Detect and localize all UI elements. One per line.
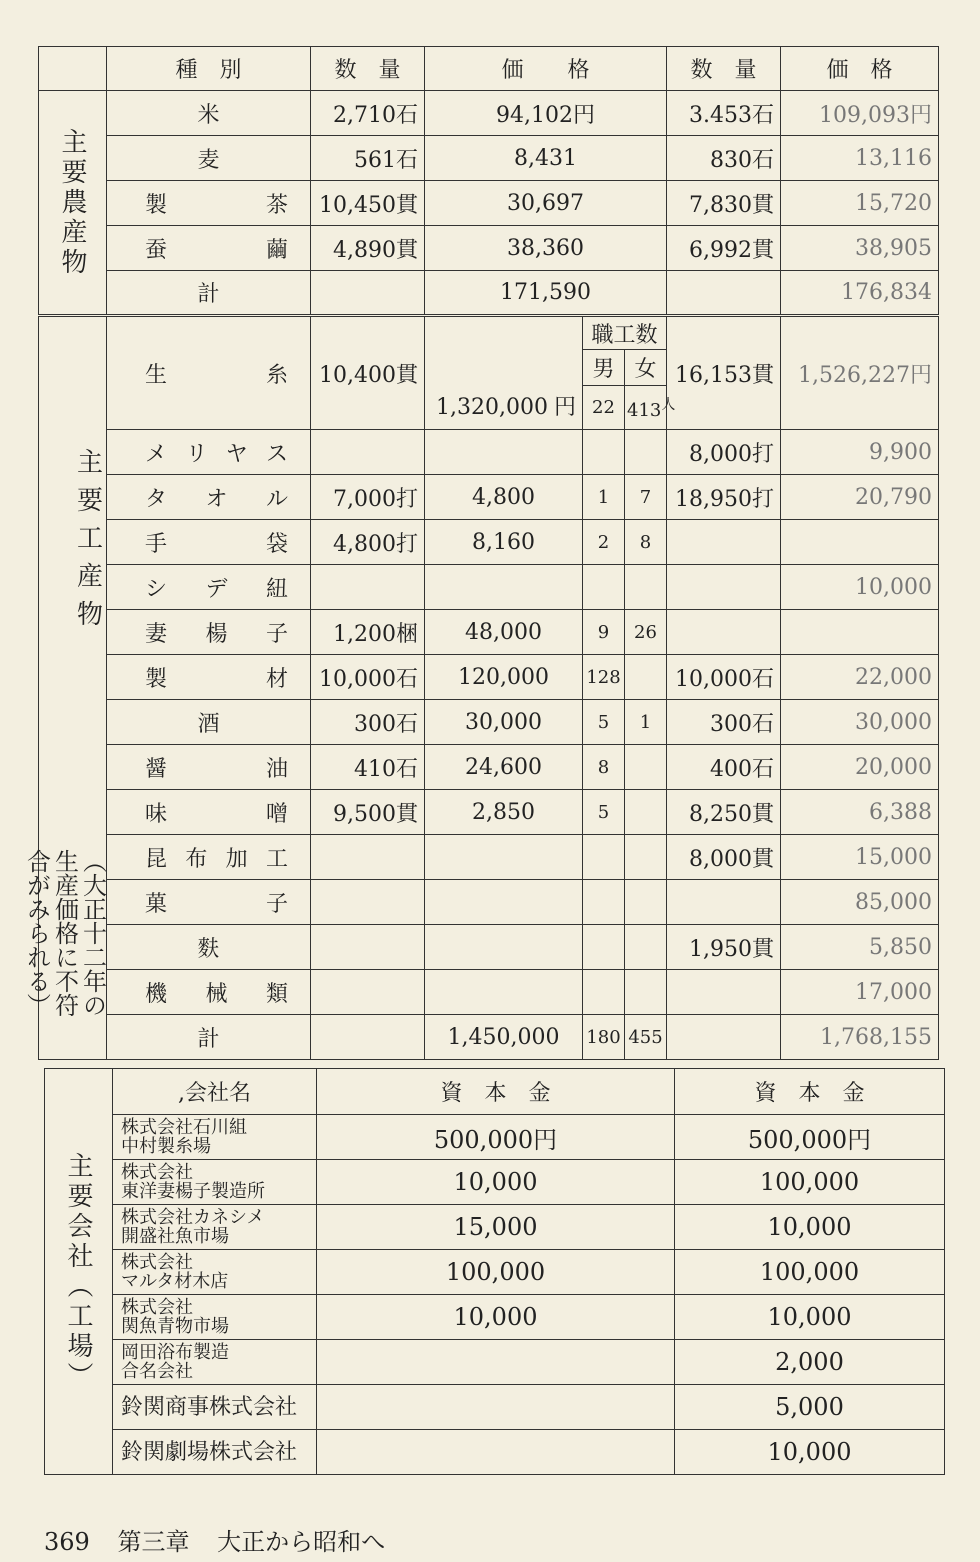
ind-item-name: タオル (107, 475, 311, 520)
agri-row (39, 271, 939, 316)
company-name-line1: 株式会社カネシメ (121, 1207, 265, 1228)
company-row (45, 1160, 945, 1205)
ind-price2: 30,000 (781, 700, 939, 745)
ind-item-name: シデ紐 (107, 565, 311, 610)
page-footer (44, 1522, 405, 1557)
corner-cell (39, 47, 107, 91)
company-name-line2: 東洋妻楊子製造所 (121, 1181, 265, 1202)
ind-qty2 (667, 520, 781, 565)
company-name (113, 1115, 317, 1160)
companies-table (44, 1068, 945, 1475)
agri-row (39, 136, 939, 181)
agri-qty: 561石 (311, 136, 425, 181)
ind-qty: 1,200梱 (311, 610, 425, 655)
ind-qty2: 18,950打 (667, 475, 781, 520)
ind-price2: 20,000 (781, 745, 939, 790)
ind-male: 22 (583, 386, 625, 430)
company-capital2: 500,000円 (675, 1115, 945, 1160)
ind-qty2: 400石 (667, 745, 781, 790)
ind-row (39, 565, 939, 610)
agri-price2: 15,720 (781, 181, 939, 226)
production-table (22, 46, 939, 1060)
agri-qty (311, 271, 425, 316)
header-row (39, 47, 939, 91)
ind-qty (311, 565, 425, 610)
ind-qty2 (667, 610, 781, 655)
ind-female (625, 835, 667, 880)
agri-row (39, 226, 939, 271)
agri-row (39, 91, 939, 136)
ind-price2 (781, 610, 939, 655)
header-capital: 資 本 金 (317, 1069, 675, 1115)
company-name (113, 1340, 317, 1385)
agri-qty: 4,890貫 (311, 226, 425, 271)
ind-row (39, 790, 939, 835)
ind-qty: 9,500貫 (311, 790, 425, 835)
ind-female: 26 (625, 610, 667, 655)
ind-qty (311, 880, 425, 925)
company-capital2: 2,000 (675, 1340, 945, 1385)
ind-qty: 10,400貫 (311, 316, 425, 430)
ind-item-name: 妻楊子 (107, 610, 311, 655)
page-number: 369 (44, 1528, 90, 1556)
header-capital2: 資 本 金 (675, 1069, 945, 1115)
agri-price2: 38,905 (781, 226, 939, 271)
ind-item-name: 菓子 (107, 880, 311, 925)
company-name-line1: 鈴関劇場株式会社 (121, 1439, 298, 1465)
ind-qty2: 10,000石 (667, 655, 781, 700)
ind-price2 (781, 520, 939, 565)
agri-price: 171,590 (425, 271, 667, 316)
ind-male: 1 (583, 475, 625, 520)
company-name-line1: 株式会社石川組 (121, 1117, 247, 1138)
ind-row (39, 745, 939, 790)
agri-qty2: 3.453石 (667, 91, 781, 136)
company-name-line1: 株式会社 (121, 1162, 193, 1183)
ind-male (583, 925, 625, 970)
company-capital2: 10,000 (675, 1205, 945, 1250)
ind-female (625, 925, 667, 970)
ind-price (425, 925, 583, 970)
company-capital: 10,000 (317, 1295, 675, 1340)
company-name (113, 1385, 317, 1430)
industry-note: （大正十二年の生産価格に不符合がみられる） (22, 849, 107, 1018)
header-company: ,会社名 (113, 1069, 317, 1115)
ind-price (425, 880, 583, 925)
ind-female (625, 880, 667, 925)
ind-male (583, 835, 625, 880)
ind-row (39, 520, 939, 565)
ind-male: 9 (583, 610, 625, 655)
company-capital: 100,000 (317, 1250, 675, 1295)
industry-title: 主要工産物 (72, 448, 103, 638)
ind-price: 120,000 (425, 655, 583, 700)
ind-qty: 410石 (311, 745, 425, 790)
company-capital (317, 1430, 675, 1475)
company-name-line1: 株式会社 (121, 1297, 193, 1318)
ind-price: 1,450,000 (425, 1015, 583, 1060)
ind-qty2 (667, 565, 781, 610)
ind-female: 7 (625, 475, 667, 520)
ind-qty (311, 835, 425, 880)
agri-price2: 13,116 (781, 136, 939, 181)
ind-row (39, 1015, 939, 1060)
ind-item-name: 味噌 (107, 790, 311, 835)
section-label-agri: 主要農産物 (39, 91, 107, 316)
ind-price: 2,850 (425, 790, 583, 835)
company-capital2: 100,000 (675, 1160, 945, 1205)
ind-row (39, 655, 939, 700)
company-capital: 500,000円 (317, 1115, 675, 1160)
ind-item-name: 醤油 (107, 745, 311, 790)
ind-row (39, 835, 939, 880)
ind-female (625, 565, 667, 610)
ind-price (425, 970, 583, 1015)
ind-price: 30,000 (425, 700, 583, 745)
company-row (45, 1430, 945, 1475)
agri-item-name: 製茶 (107, 181, 311, 226)
agri-price: 38,360 (425, 226, 667, 271)
header-price2: 価 格 (781, 47, 939, 91)
company-name (113, 1250, 317, 1295)
ind-price2: 22,000 (781, 655, 939, 700)
silk-row (39, 316, 939, 350)
company-capital2: 100,000 (675, 1250, 945, 1295)
ind-qty2: 1,950貫 (667, 925, 781, 970)
company-capital2: 10,000 (675, 1430, 945, 1475)
ind-price (425, 430, 583, 475)
company-row (45, 1385, 945, 1430)
agri-qty2 (667, 271, 781, 316)
ind-qty: 4,800打 (311, 520, 425, 565)
agri-qty2: 7,830貫 (667, 181, 781, 226)
silk-price-value: 1,320,000 (436, 395, 548, 420)
agri-qty: 10,450貫 (311, 181, 425, 226)
ind-male: 180 (583, 1015, 625, 1060)
header-qty2: 数 量 (667, 47, 781, 91)
ind-qty (311, 970, 425, 1015)
ind-row (39, 925, 939, 970)
company-row (45, 1250, 945, 1295)
ind-qty2: 8,000貫 (667, 835, 781, 880)
male-header: 男 (583, 350, 625, 386)
header-qty: 数 量 (311, 47, 425, 91)
agri-item-name: 米 (107, 91, 311, 136)
ind-female (625, 430, 667, 475)
ind-price2: 5,850 (781, 925, 939, 970)
person-unit: 人 (661, 397, 676, 413)
ind-qty2 (667, 970, 781, 1015)
company-row (45, 1295, 945, 1340)
company-name (113, 1160, 317, 1205)
chapter-label: 第三章 (117, 1528, 190, 1556)
section-label-companies: 主要会社（工場） (45, 1069, 113, 1475)
ind-female: $413^人$ (625, 386, 667, 430)
ind-price2: 20,790 (781, 475, 939, 520)
agri-item-name: 麦 (107, 136, 311, 181)
company-name-line2: 開盛社魚市場 (121, 1226, 229, 1247)
ind-price2: 1,526,227円 (781, 316, 939, 430)
company-name (113, 1295, 317, 1340)
ind-male (583, 880, 625, 925)
ind-qty2: 8,000打 (667, 430, 781, 475)
ind-price2: 6,388 (781, 790, 939, 835)
agri-qty: 2,710石 (311, 91, 425, 136)
ind-female (625, 745, 667, 790)
ind-price: 8,160 (425, 520, 583, 565)
header-price: 価 格 (425, 47, 667, 91)
ind-qty (311, 430, 425, 475)
ind-item-name: 手袋 (107, 520, 311, 565)
yen-unit: 円 (553, 395, 576, 420)
ind-row (39, 475, 939, 520)
agri-price: 8,431 (425, 136, 667, 181)
ind-price: 48,000 (425, 610, 583, 655)
ind-male: 128 (583, 655, 625, 700)
company-name-line2: マルタ材木店 (121, 1271, 229, 1292)
ind-qty: 10,000石 (311, 655, 425, 700)
ind-row (39, 430, 939, 475)
agri-item-name: 計 (107, 271, 311, 316)
chapter-title: 大正から昭和へ (217, 1528, 386, 1556)
company-name-line1: 岡田浴布製造 (121, 1342, 229, 1363)
ind-qty: 7,000打 (311, 475, 425, 520)
ind-item-name: 生 糸 (107, 316, 311, 430)
ind-male (583, 565, 625, 610)
ind-female: 8 (625, 520, 667, 565)
ind-female (625, 970, 667, 1015)
ind-row (39, 970, 939, 1015)
workers-header: 職工数 (583, 316, 667, 350)
ind-female (625, 655, 667, 700)
ind-item-name: 機械類 (107, 970, 311, 1015)
company-name-line2: 関魚青物市場 (121, 1316, 229, 1337)
ind-qty: 300石 (311, 700, 425, 745)
agri-price2: 176,834 (781, 271, 939, 316)
ind-male (583, 430, 625, 475)
ind-row (39, 700, 939, 745)
ind-price (425, 565, 583, 610)
ind-female: 455 (625, 1015, 667, 1060)
ind-item-name: 計 (107, 1015, 311, 1060)
ind-item-name: 製材 (107, 655, 311, 700)
ind-qty2: 300石 (667, 700, 781, 745)
ind-item-name: 昆布加工 (107, 835, 311, 880)
ind-item-name: メリヤス (107, 430, 311, 475)
company-name-line2: 中村製糸場 (121, 1136, 211, 1157)
ind-price2: 85,000 (781, 880, 939, 925)
ind-price2: 1,768,155 (781, 1015, 939, 1060)
company-name (113, 1205, 317, 1250)
agri-row (39, 181, 939, 226)
ind-row (39, 610, 939, 655)
company-capital: 15,000 (317, 1205, 675, 1250)
female-header: 女 (625, 350, 667, 386)
agri-price2: 109,093円 (781, 91, 939, 136)
company-row (45, 1115, 945, 1160)
company-capital2: 5,000 (675, 1385, 945, 1430)
ind-price (425, 835, 583, 880)
ind-qty2: 8,250貫 (667, 790, 781, 835)
ind-female (625, 790, 667, 835)
ind-qty2 (667, 1015, 781, 1060)
company-capital: 10,000 (317, 1160, 675, 1205)
ind-female: 1 (625, 700, 667, 745)
agri-price: 94,102円 (425, 91, 667, 136)
company-name (113, 1430, 317, 1475)
company-name-line1: 株式会社 (121, 1252, 193, 1273)
ind-qty2 (667, 880, 781, 925)
agri-price: 30,697 (425, 181, 667, 226)
agri-item-name: 蚕繭 (107, 226, 311, 271)
ind-male: 5 (583, 790, 625, 835)
agri-qty2: 6,992貫 (667, 226, 781, 271)
ind-male: 5 (583, 700, 625, 745)
ind-male (583, 970, 625, 1015)
ind-price: 4,800 (425, 475, 583, 520)
section-label-industry (22, 316, 107, 1060)
ind-price2: 10,000 (781, 565, 939, 610)
ind-male: 2 (583, 520, 625, 565)
ind-row (39, 880, 939, 925)
company-capital (317, 1340, 675, 1385)
ind-qty2: 16,153貫 (667, 316, 781, 430)
ind-price2: 17,000 (781, 970, 939, 1015)
ind-price2: 15,000 (781, 835, 939, 880)
ind-item-name: 酒 (107, 700, 311, 745)
agri-qty2: 830石 (667, 136, 781, 181)
ind-qty (311, 1015, 425, 1060)
ind-item-name: 麩 (107, 925, 311, 970)
ind-male: 8 (583, 745, 625, 790)
company-header-row (45, 1069, 945, 1115)
company-name-line1: 鈴関商事株式会社 (121, 1394, 298, 1420)
company-row (45, 1205, 945, 1250)
company-row (45, 1340, 945, 1385)
company-capital2: 10,000 (675, 1295, 945, 1340)
ind-qty (311, 925, 425, 970)
company-capital (317, 1385, 675, 1430)
ind-price2: 9,900 (781, 430, 939, 475)
header-type: 種 別 (107, 47, 311, 91)
ind-price: 24,600 (425, 745, 583, 790)
company-name-line2: 合名会社 (121, 1361, 193, 1382)
ind-price (425, 316, 583, 430)
